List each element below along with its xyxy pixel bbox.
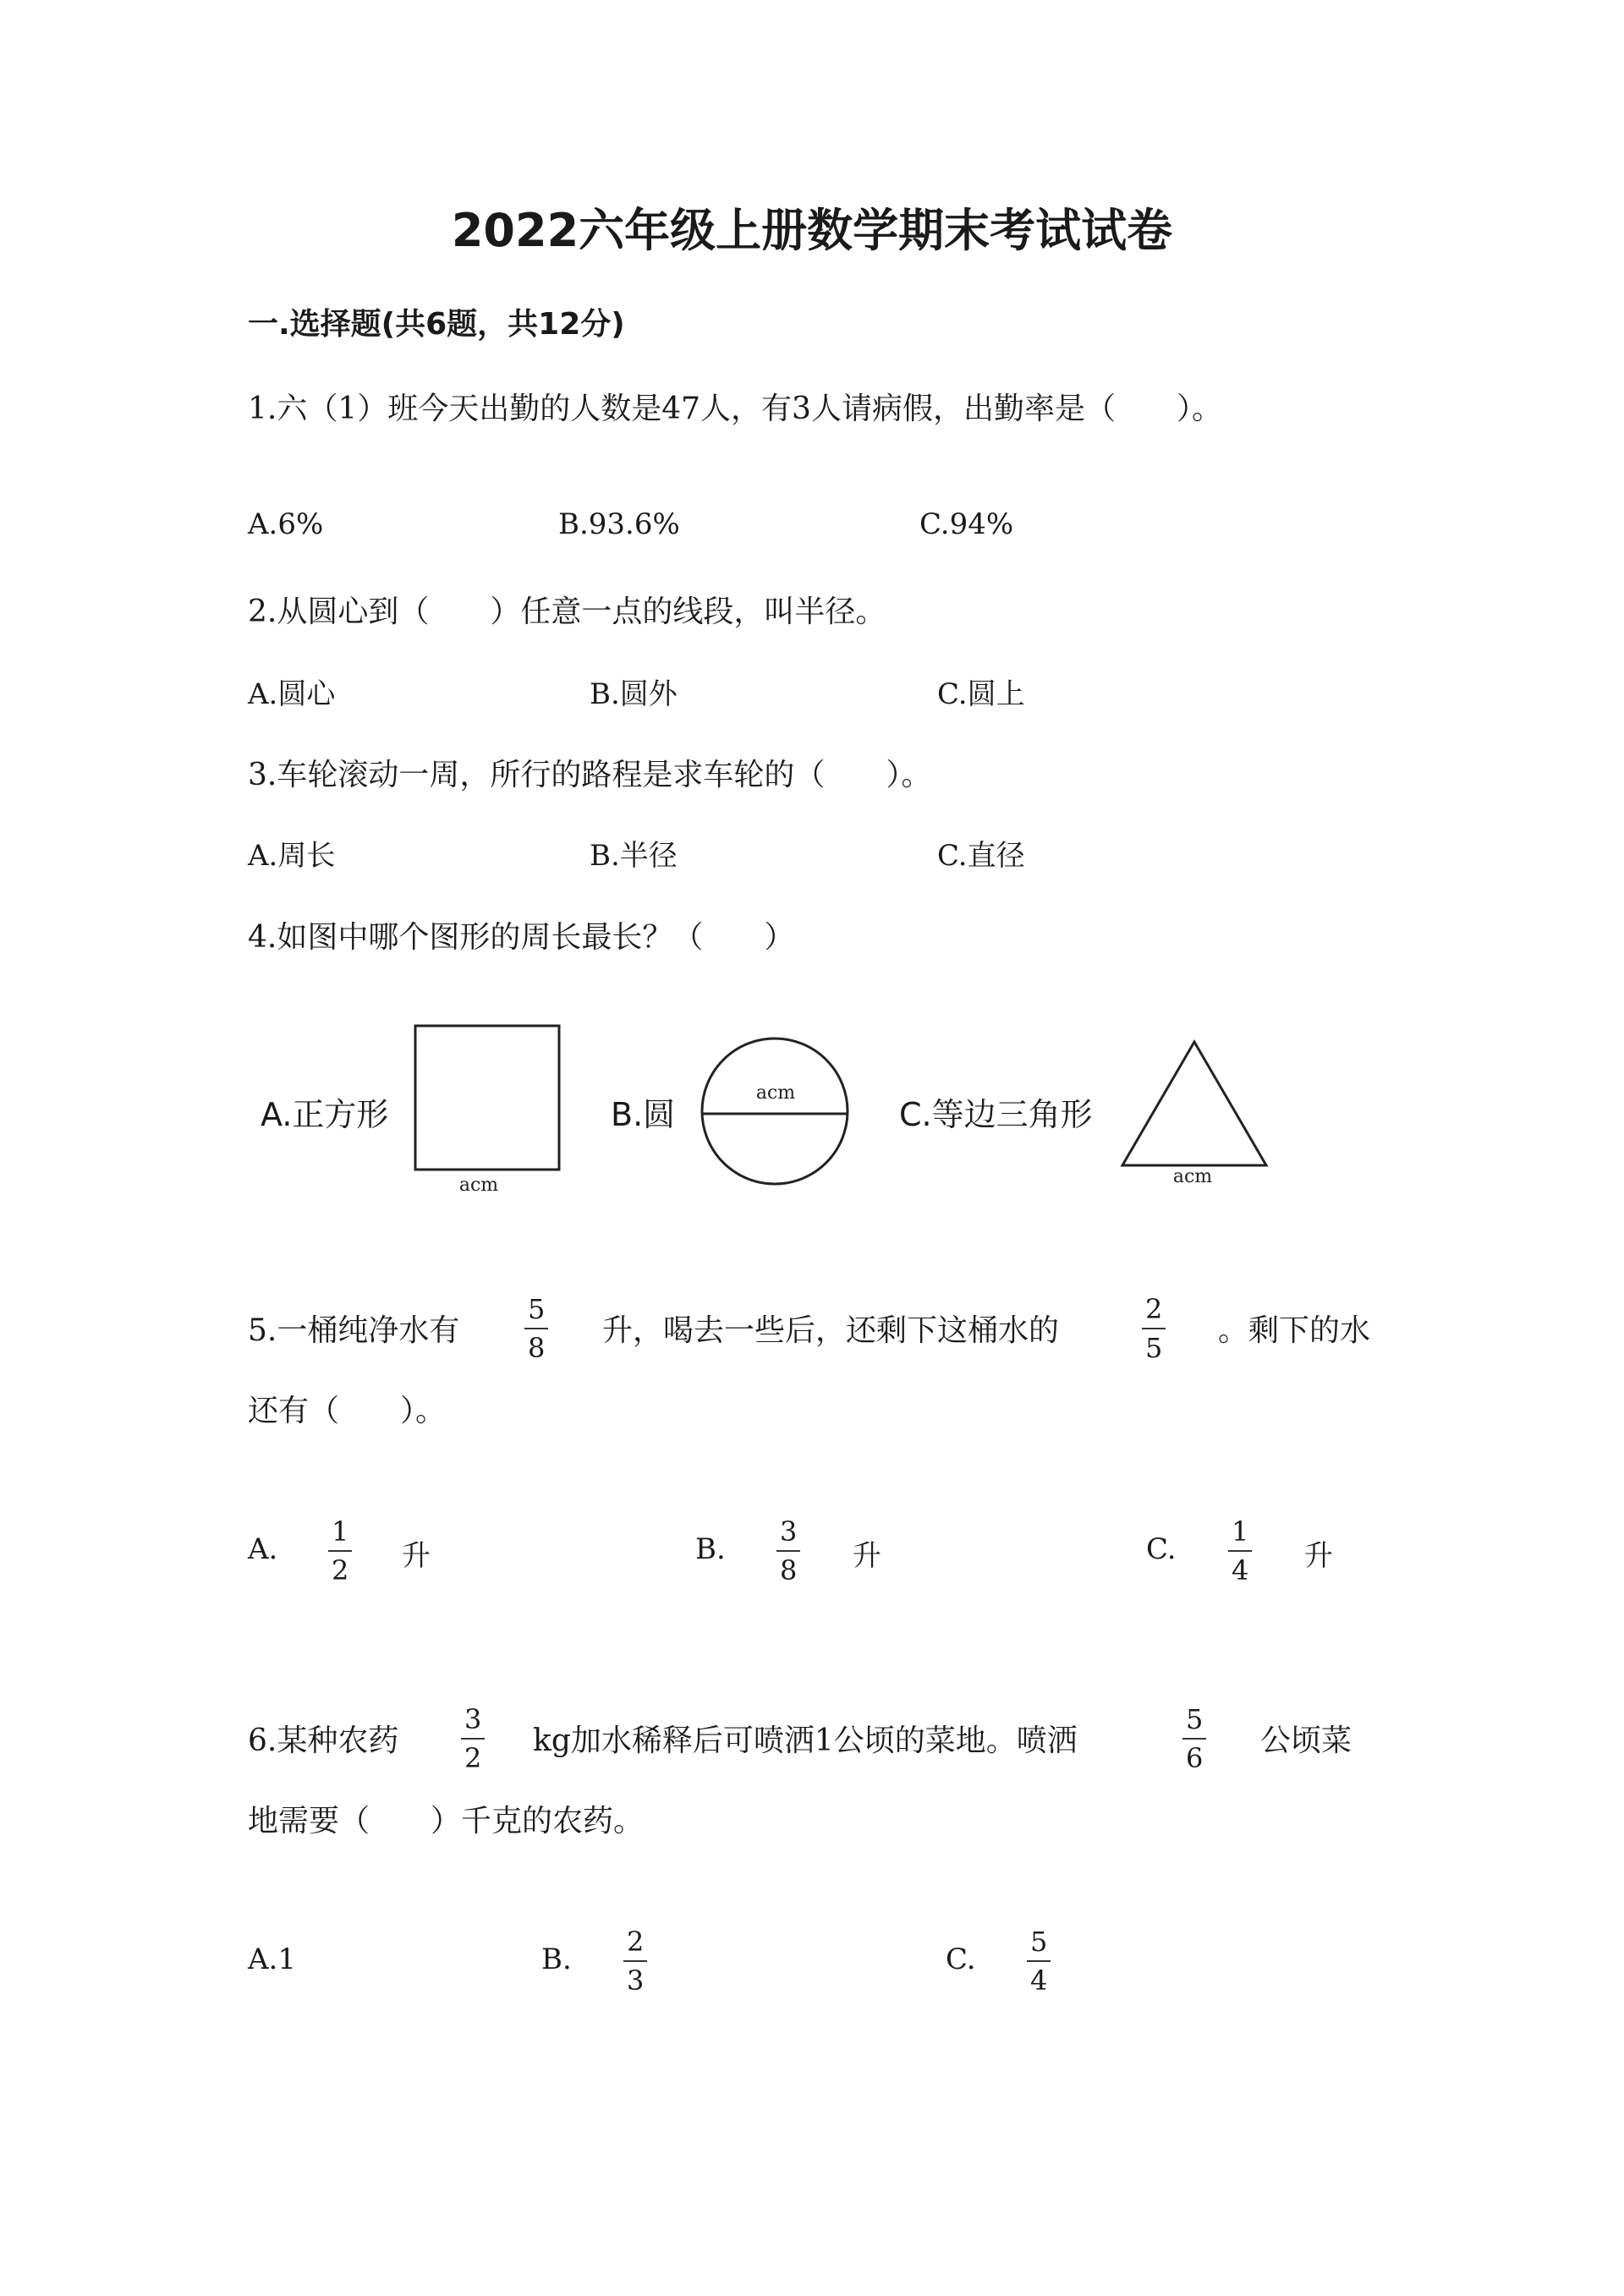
circle-figure <box>699 1035 851 1187</box>
question-6-text-line-2: 地需要（ ）千克的农药。 <box>248 1804 645 1838</box>
fraction-numerator: 3 <box>464 1703 482 1735</box>
triangle-unit-label: acm <box>1172 1166 1213 1187</box>
question-5-option-a-unit: 升 <box>402 1539 431 1573</box>
question-5-option-c-label: C. <box>1146 1532 1177 1566</box>
square-unit-label: acm <box>458 1175 499 1196</box>
question-6-option-a: A.1 <box>248 1943 296 1976</box>
question-1-text: 1.六（1）班今天出勤的人数是47人，有3人请病假，出勤率是（ ）。 <box>248 392 1222 426</box>
figure-label-circle: B.圆 <box>611 1096 676 1133</box>
circle-unit-label: acm <box>755 1082 796 1104</box>
question-6-text-part-3: 公顷菜 <box>1260 1723 1352 1758</box>
question-3-option-a: A.周长 <box>248 839 336 873</box>
question-2-option-b: B.圆外 <box>590 677 678 711</box>
question-5-fraction-1 <box>524 1293 548 1364</box>
fraction-numerator: 1 <box>332 1515 349 1548</box>
question-5-text-line-2: 还有（ ）。 <box>248 1394 447 1428</box>
fraction-denominator: 2 <box>332 1554 349 1586</box>
question-5-option-c-fraction <box>1228 1515 1252 1586</box>
section-heading: 一.选择题(共6题，共12分) <box>248 307 625 342</box>
figure-label-triangle: C.等边三角形 <box>899 1096 1093 1133</box>
question-5-text-part-3: 。剩下的水 <box>1218 1313 1371 1348</box>
fraction-numerator: 5 <box>1030 1926 1048 1958</box>
question-2-option-c: C.圆上 <box>937 677 1025 711</box>
fraction-numerator: 5 <box>1186 1703 1204 1735</box>
fraction-denominator: 4 <box>1030 1964 1048 1997</box>
question-6-option-c-fraction <box>1027 1926 1051 1997</box>
fraction-denominator: 2 <box>464 1742 482 1774</box>
question-2-text: 2.从圆心到（ ）任意一点的线段，叫半径。 <box>248 595 886 629</box>
fraction-denominator: 8 <box>780 1554 798 1586</box>
question-5-text-part-1: 5.一桶纯净水有 <box>248 1313 460 1348</box>
fraction-numerator: 1 <box>1232 1515 1249 1548</box>
fraction-numerator: 2 <box>1145 1293 1163 1325</box>
fraction-denominator: 4 <box>1232 1554 1249 1586</box>
question-6-option-b-fraction <box>623 1926 647 1997</box>
question-5-option-b-unit: 升 <box>853 1539 881 1573</box>
question-5-option-a-fraction <box>328 1515 352 1586</box>
figure-label-square: A.正方形 <box>261 1096 389 1133</box>
question-6-text-part-2: kg加水稀释后可喷洒1公顷的菜地。喷洒 <box>533 1723 1078 1758</box>
fraction-denominator: 5 <box>1145 1332 1163 1364</box>
question-3-option-c: C.直径 <box>937 839 1025 873</box>
question-5-fraction-2 <box>1142 1293 1166 1364</box>
question-3-option-b: B.半径 <box>590 839 678 873</box>
question-4-text: 4.如图中哪个图形的周长最长？（ ） <box>248 920 795 955</box>
question-2-option-a: A.圆心 <box>248 677 336 711</box>
fraction-numerator: 2 <box>627 1926 645 1958</box>
triangle-figure <box>1118 1038 1270 1195</box>
question-6-fraction-2 <box>1182 1703 1206 1774</box>
fraction-denominator: 6 <box>1186 1742 1204 1774</box>
fraction-denominator: 8 <box>528 1332 546 1364</box>
question-5-option-b-label: B. <box>695 1532 726 1566</box>
question-3-text: 3.车轮滚动一周，所行的路程是求车轮的（ ）。 <box>248 758 932 792</box>
question-5-option-b-fraction <box>776 1515 800 1586</box>
question-5-option-a-label: A. <box>248 1532 278 1566</box>
square-figure <box>413 1023 565 1201</box>
fraction-numerator: 3 <box>780 1515 798 1548</box>
question-6-option-b-label: B. <box>541 1943 572 1976</box>
question-6-fraction-1 <box>461 1703 485 1774</box>
question-1-option-a: A.6% <box>248 507 324 541</box>
page-title: 2022六年级上册数学期末考试试卷 <box>451 204 1173 257</box>
question-1-option-c: C.94% <box>919 507 1014 541</box>
question-5-option-c-unit: 升 <box>1304 1539 1333 1573</box>
question-5-text-part-2: 升，喝去一些后，还剩下这桶水的 <box>602 1313 1060 1348</box>
question-6-text-part-1: 6.某种农药 <box>248 1723 399 1758</box>
question-1-option-b: B.93.6% <box>558 507 680 541</box>
question-6-option-c-label: C. <box>946 1943 976 1976</box>
fraction-denominator: 3 <box>627 1964 645 1997</box>
fraction-numerator: 5 <box>528 1293 546 1325</box>
